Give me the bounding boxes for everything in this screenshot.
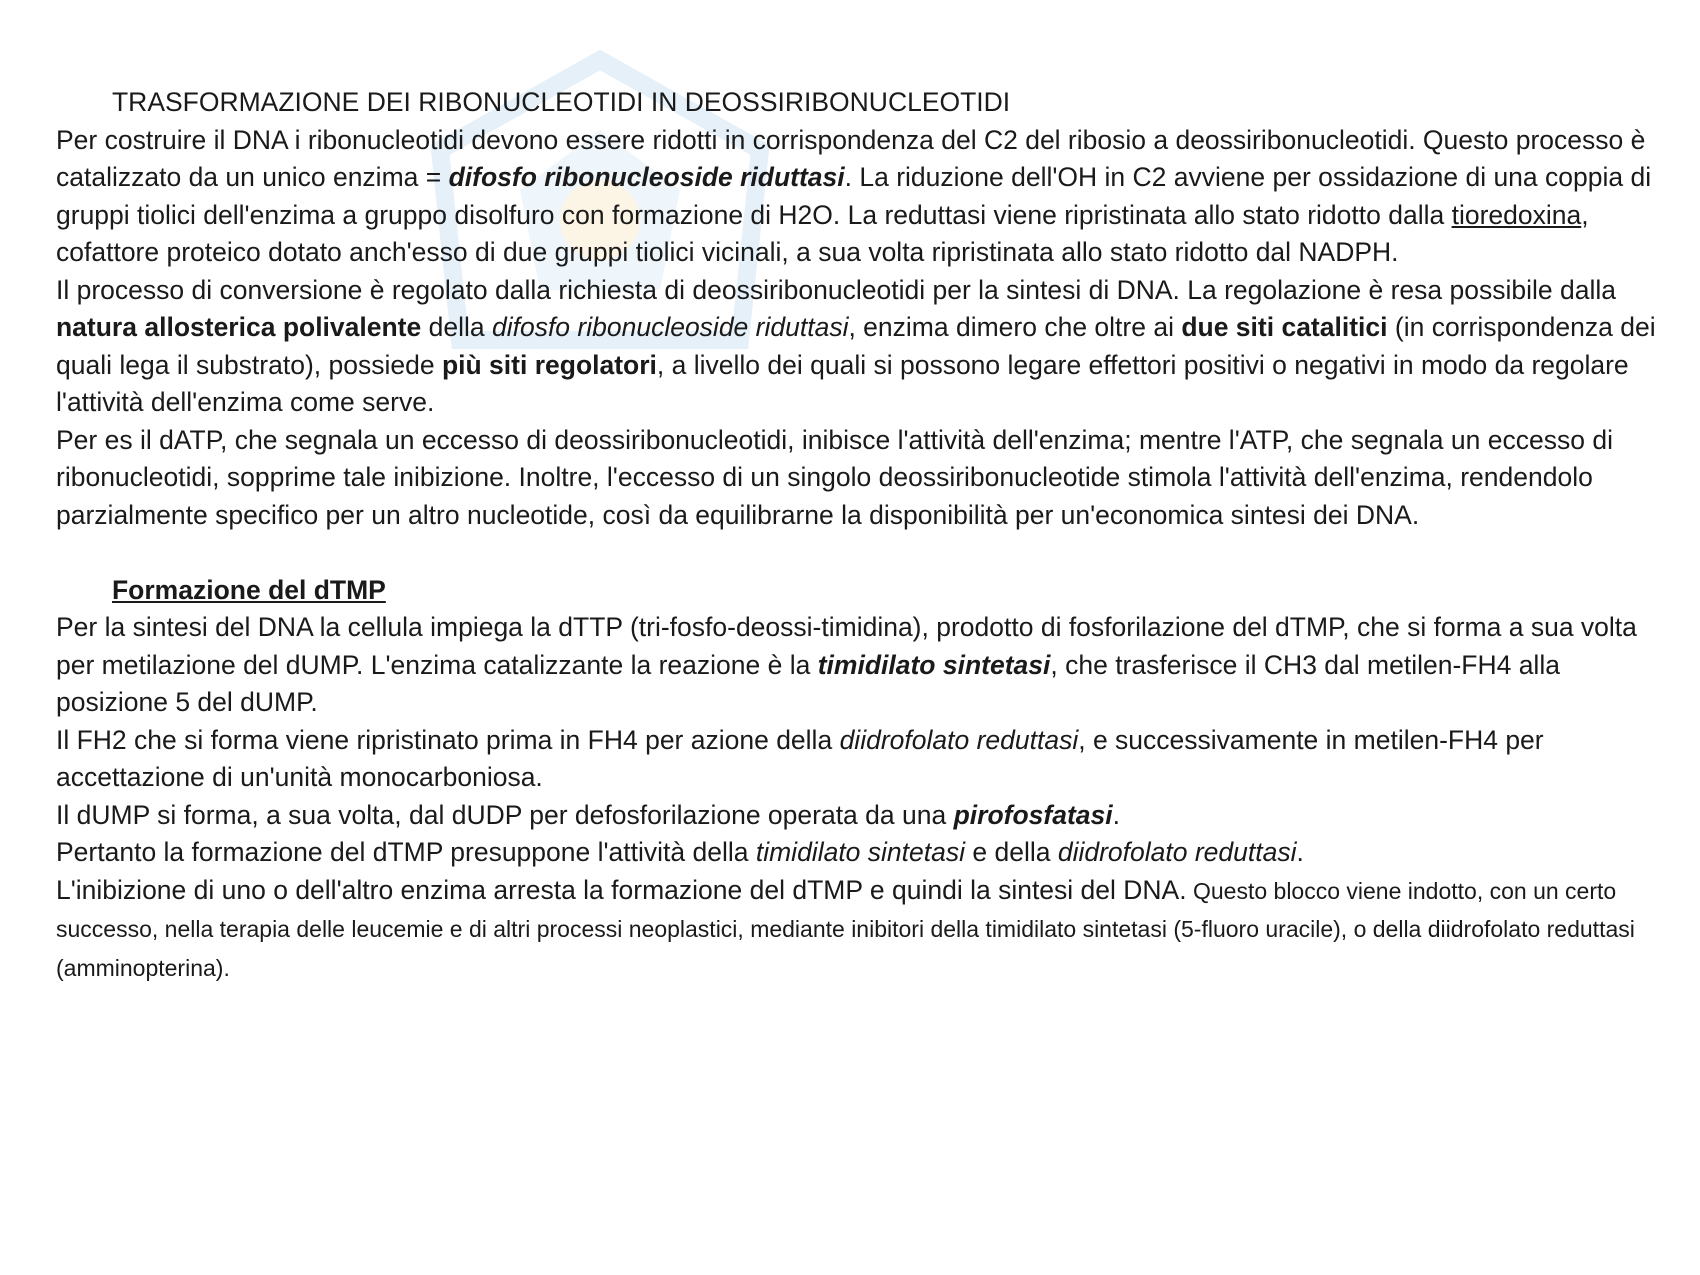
paragraph-fh2: Il FH2 che si forma viene ripristinato prima in FH4 per azione della diidrofolato reduttasi, e successivamente in metilen-FH4 per accettazione di un'unità monocarboniosa.: [56, 724, 1544, 792]
paragraph-inibizione: L'inibizione di uno o dell'altro enzima arresta la formazione del dTMP e quindi la sintesi del DNA. Questo blocco viene indotto, con un certo successo, nella terapia delle leucemie e di altri processi neoplastici, mediante inibitori della timidilato sintetasi (5-fluoro uracile), o della diidrofolato reduttasi (amminopterina).: [56, 874, 1635, 981]
paragraph-regolazione: Il processo di conversione è regolato dalla richiesta di deossiribonucleotidi per la sintesi di DNA. La regolazione è resa possibile dalla natura allosterica polivalente della difosfo ribonucleoside riduttasi, enzima dimero che oltre ai due siti catalitici (in corrispondenza dei quali lega il substrato), possiede più siti regolatori, a livello dei quali si possono legare effettori positivi o negativi in modo da regolare l'attività dell'enzima come serve.: [56, 274, 1656, 417]
paragraph-dump: Il dUMP si forma, a sua volta, dal dUDP per defosforilazione operata da una pirofosfatasi.: [56, 799, 1120, 830]
document-page: [56, 84, 1666, 987]
paragraph-sintesi-dttp: Per la sintesi del DNA la cellula impiega la dTTP (tri-fosfo-deossi-timidina), prodotto di fosforilazione del dTMP, che si forma a sua volta per metilazione del dUMP. L'enzima catalizzante la reazione è la timidilato sintetasi, che trasferisce il CH3 dal metilen-FH4 alla posizione 5 del dUMP.: [56, 612, 1637, 717]
spacer: [56, 534, 1666, 572]
paragraph-esempio-datp: Per es il dATP, che segnala un eccesso di deossiribonucleotidi, inibisce l'attività dell'enzima; mentre l'ATP, che segnala un eccesso di ribonucleotidi, sopprime tale inibizione. Inoltre, l'eccesso di un singolo deossiribonucleotide stimola l'attività dell'enzima, rendendolo parzialmente specifico per un altro nucleotide, così da equilibrarne la disponibilità per un'economica sintesi dei DNA.: [56, 424, 1613, 530]
section-title-dtmp: Formazione del dTMP: [112, 574, 386, 605]
underlined-term: tioredoxina: [1451, 199, 1582, 230]
paragraph-riduzione: Per costruire il DNA i ribonucleotidi devono essere ridotti in corrispondenza del C2 del ribosio a deossiribonucleotidi. Questo processo è catalizzato da un unico enzima = difosfo ribonucleoside riduttasi. La riduzione dell'OH in C2 avviene per ossidazione di una coppia di gruppi tiolici dell'enzima a gruppo disolfuro con formazione di H2O. La reduttasi viene ripristinata allo stato ridotto dalla tioredoxina, cofattore proteico dotato anch'esso di due gruppi tiolici vicinali, a sua volta ripristinata allo stato ridotto dal NADPH.: [56, 124, 1652, 267]
paragraph-pertanto: Pertanto la formazione del dTMP presuppone l'attività della timidilato sintetasi e della diidrofolato reduttasi.: [56, 837, 1304, 867]
emphasis-enzyme: difosfo ribonucleoside riduttasi: [448, 162, 845, 192]
section-title-trasformazione: TRASFORMAZIONE DEI RIBONUCLEOTIDI IN DEOSSIRIBONUCLEOTIDI: [112, 87, 1011, 117]
